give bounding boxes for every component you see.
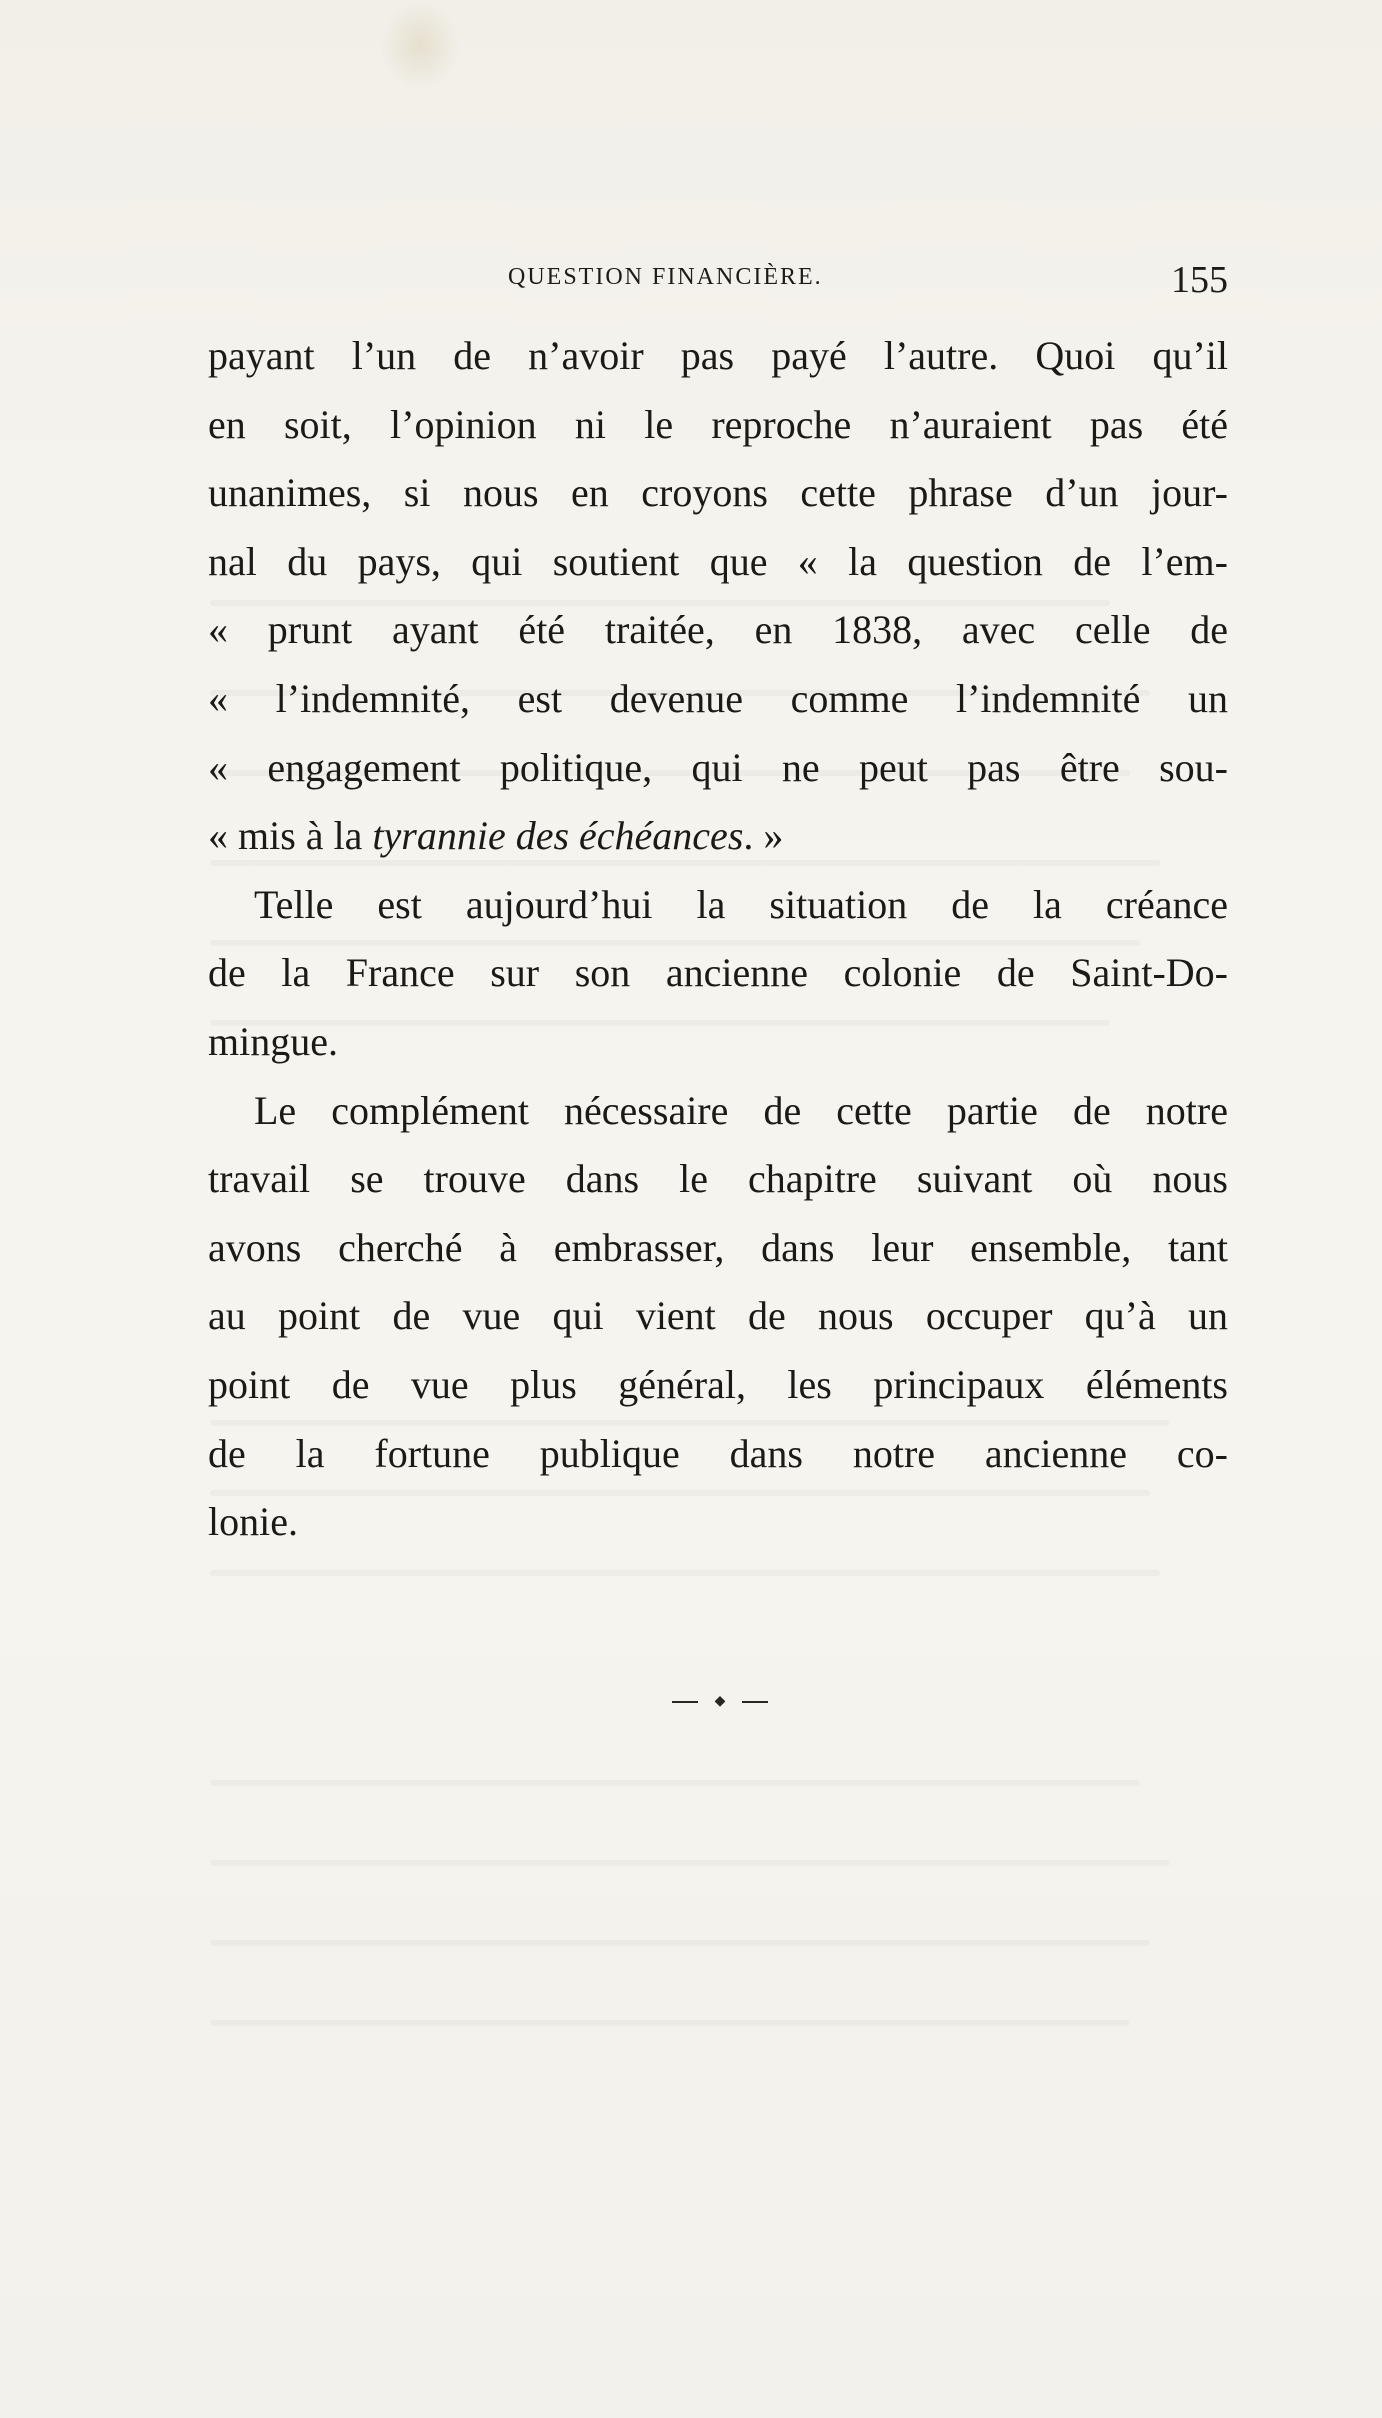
text-line: travail se trouve dans le chapitre suivant où nous	[208, 1156, 1228, 1202]
running-title: QUESTION FINANCIÈRE.	[508, 264, 823, 290]
text-line: Le complément nécessaire de cette partie de notre	[254, 1087, 1228, 1133]
text-line: avons cherché à embrasser, dans leur ensemble, tant	[208, 1224, 1228, 1270]
text-line: point de vue plus général, les principaux éléments	[208, 1361, 1228, 1407]
text-line: mingue.	[208, 1018, 338, 1064]
italic-phrase: tyrannie des échéances	[372, 813, 744, 859]
page-number: 155	[1171, 259, 1228, 301]
text-line: Telle est aujourd’hui la situation de la créance	[254, 881, 1228, 927]
text-line: « engagement politique, qui ne peut pas être sou-	[208, 744, 1228, 790]
ornament-icon: ◆	[714, 1694, 726, 1709]
section-separator	[672, 1692, 772, 1712]
text-line: en soit, l’opinion ni le reproche n’auraient pas été	[208, 401, 1228, 447]
text-line: lonie.	[208, 1499, 298, 1545]
separator-dash	[672, 1701, 698, 1703]
text-line: au point de vue qui vient de nous occuper qu’à un	[208, 1293, 1228, 1339]
text-fragment: . »	[743, 813, 784, 859]
paper-stain	[380, 0, 460, 90]
running-head	[208, 259, 1228, 302]
text-line: payant l’un de n’avoir pas payé l’autre. Quoi qu’il	[208, 333, 1228, 378]
text-line: de la France sur son ancienne colonie de Saint-Do-	[208, 950, 1228, 996]
text-line: unanimes, si nous en croyons cette phrase d’un jour-	[208, 470, 1228, 516]
text-fragment: « mis à la	[208, 813, 373, 859]
text-line: de la fortune publique dans notre ancienne co-	[208, 1430, 1228, 1476]
text-line: « prunt ayant été traitée, en 1838, avec celle de	[208, 607, 1228, 653]
separator-dash	[742, 1701, 768, 1703]
text-line	[208, 802, 1228, 871]
text-line: nal du pays, qui soutient que « la question de l’em-	[208, 538, 1228, 584]
body-text	[208, 322, 1228, 1557]
text-line: « l’indemnité, est devenue comme l’indemnité un	[208, 675, 1228, 721]
